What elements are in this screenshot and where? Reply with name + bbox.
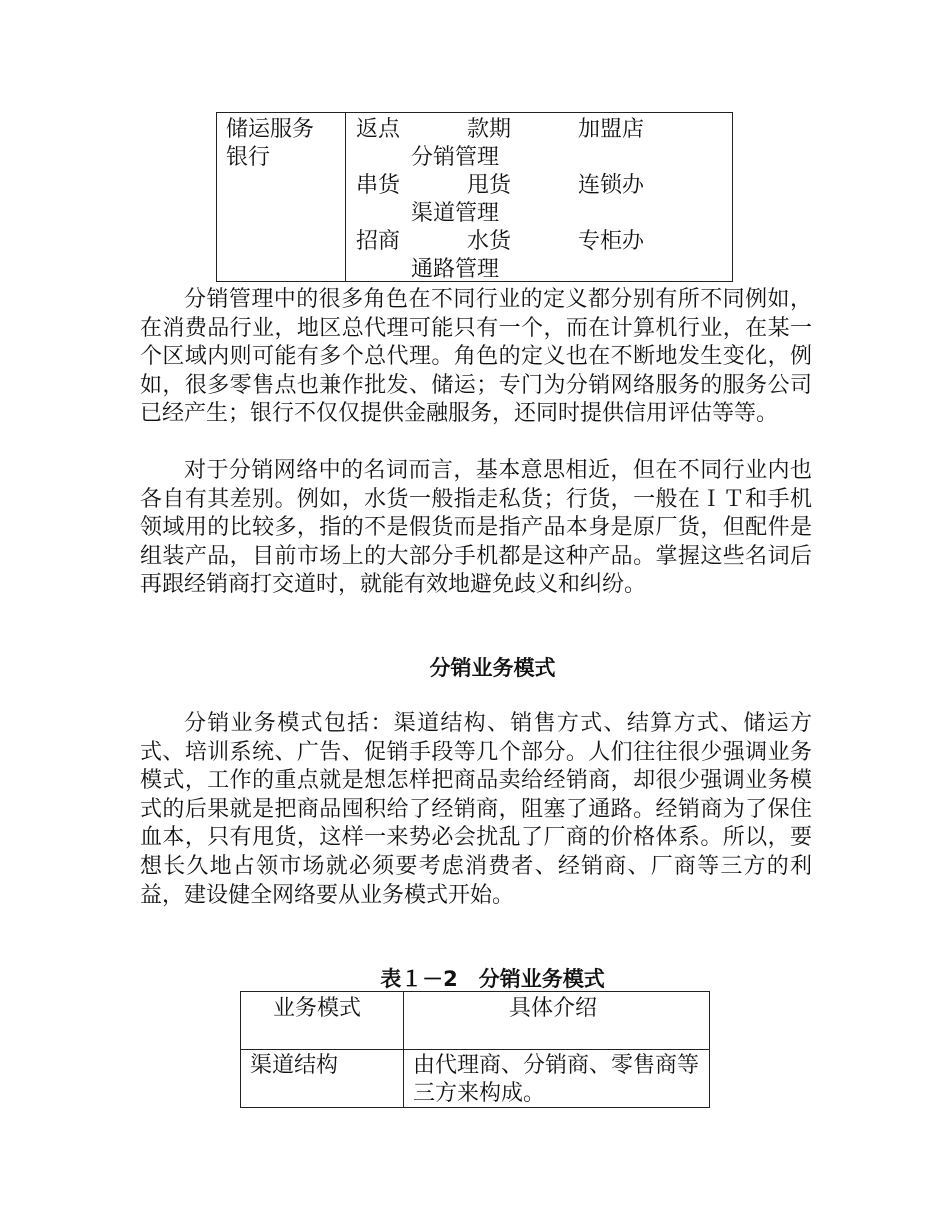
table-caption: 表１－2 分销业务模式 — [380, 967, 605, 991]
paragraph-terms: 对于分销网络中的名词而言，基本意思相近，但在不同行业内也各自有其差别。例如，水货一般指走私货；行货，一般在ＩＴ和手机领域用的比较多，指的不是假货而是指产品本身是原厂货，但配件是组装产品，目前市场上的大部分手机都是这种产品。掌握这些名词后再跟经销商打交道时，就能有效地避免歧义和纠纷。 — [140, 458, 812, 598]
term-dumping: 甩货 — [467, 173, 512, 198]
term-channel-management: 渠道管理 — [411, 201, 500, 226]
term-rebate: 返点 — [356, 117, 401, 142]
term-distribution-management: 分销管理 — [411, 145, 500, 170]
table-row-divider — [241, 1049, 709, 1050]
table-cell-channel-structure: 渠道结构 — [250, 1053, 339, 1078]
term-cross-selling: 串货 — [356, 173, 401, 198]
term-counter-office: 专柜办 — [578, 229, 645, 254]
table-cell-bank: 银行 — [226, 145, 271, 170]
business-model-table — [240, 991, 710, 1108]
table-header-business-model: 业务模式 — [273, 996, 362, 1021]
table-column-divider — [345, 113, 346, 281]
table-cell-storage-service: 储运服务 — [226, 117, 315, 142]
paragraph-business-model: 分销业务模式包括：渠道结构、销售方式、结算方式、储运方式、培训系统、广告、促销手段等几个部分。人们往往很少强调业务模式，工作的重点就是想怎样把商品卖给经销商，却很少强调业务模式的后果就是把商品囤积给了经销商，阻塞了通路。经销商为了保住血本，只有甩货，这样一来势必会扰乱了厂商的价格体系。所以，要想长久地占领市场就必须要考虑消费者、经销商、厂商等三方的利益，建设健全网络要从业务模式开始。 — [140, 711, 812, 908]
term-smuggled-goods: 水货 — [467, 229, 512, 254]
term-route-management: 通路管理 — [411, 257, 500, 282]
term-payment-period: 款期 — [467, 117, 512, 142]
term-franchise-store: 加盟店 — [578, 117, 645, 142]
paragraph-roles: 分销管理中的很多角色在不同行业的定义都分别有所不同例如，在消费品行业，地区总代理可能只有一个，而在计算机行业，在某一个区域内则可能有多个总代理。角色的定义也在不断地发生变化，例如，很多零售点也兼作批发、储运；专门为分销网络服务的服务公司已经产生；银行不仅仅提供金融服务，还同时提供信用评估等等。 — [140, 287, 812, 427]
table-cell-channel-structure-desc: 由代理商、分销商、零售商等三方来构成。 — [413, 1053, 700, 1106]
term-chain-office: 连锁办 — [578, 173, 645, 198]
table-header-description: 具体介绍 — [509, 996, 598, 1021]
section-heading: 分销业务模式 — [429, 656, 556, 680]
term-table — [216, 112, 733, 282]
term-investment-attraction: 招商 — [356, 229, 401, 254]
